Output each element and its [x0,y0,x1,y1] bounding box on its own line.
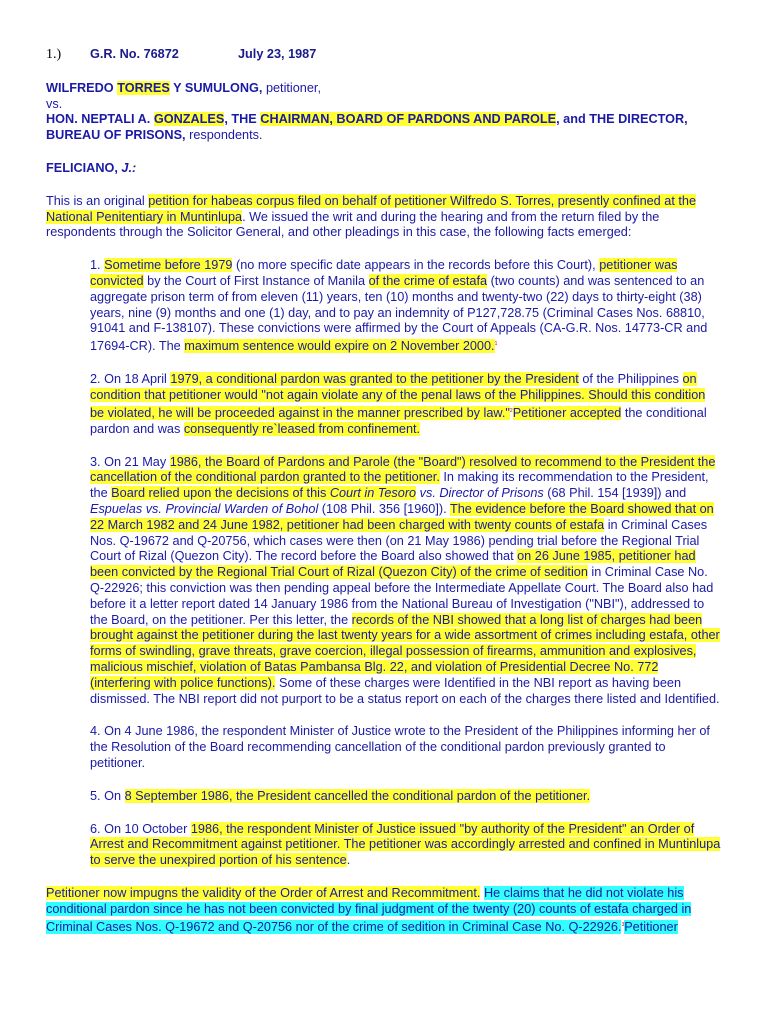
highlighted-text: maximum sentence would expire on 2 November 2000. [184,339,495,354]
text-run: petitioner, [262,80,321,95]
respondents-line [46,112,722,144]
text-run: (two counts) and was sentenced to an aggregate prison term of from eleven (11) years, ten (10) months and twenty-two (22) days to thirty-eight (38) years, nine (9) months and one (1) day, and to pay an indemnity of P127,728.75 (Criminal Cases Nos. 68810, 91041 and F-138107). These convictions were affirmed by the Court of Appeals (CA-G.R. Nos. 14773-CR and 17694-CR). The [90,273,708,354]
text-run: 1. [90,258,105,273]
fact-paragraph-1 [90,258,722,355]
highlighted-text: on 26 June 1985, petitioner had been convicted by the Regional Trial Court of Rizal (Quezon City) of the crime of sedition [90,549,696,580]
text-run: Y SUMULONG, [169,80,263,95]
text-run: J.: [121,160,137,175]
highlighted-text: 1986, the respondent Minister of Justice issued "by authority of the President" an Order of Arrest and Recommitment against petitioner. The petitioner was accordingly arrested and confined in Muntinlupa to serve the unexpired portion of his sentence [90,821,721,868]
highlighted-text: of the crime of estafa [368,273,488,288]
text-run: Espuelas vs. Provincial Warden of Bohol [90,502,319,516]
footnote-ref[interactable]: 1 [494,341,498,348]
highlighted-text: Petitioner [624,919,678,934]
highlighted-text: He claims that he did not violate his conditional pardon since he has not been convicted by final judgment of the twenty (20) counts of estafa charged in Criminal Cases Nos. Q-19672 and Q-20756 nor of the crime of sedition in Criminal Case No. Q-22926. [46,885,692,934]
text-run: respondents. [185,128,263,143]
text-run: This is an original [46,193,149,208]
text-run: FELICIANO, [46,160,122,175]
highlighted-text: Sometime before 1979 [104,258,233,273]
text-run: HON. NEPTALI A. [46,112,154,127]
case-parties [46,81,722,144]
highlighted-text: GONZALES [153,112,225,127]
text-run: 6. On 10 October [90,821,191,836]
case-date: July 23, 1987 [238,47,317,61]
case-number: 1.) [46,47,62,62]
footnote-ref[interactable]: 3 [621,921,625,928]
text-run: . We issued the writ and during the hearing and from the return filed by the respondents through the Solicitor General, and other pleadings in this case, the following facts emerged: [46,209,660,240]
highlighted-text: Petitioner now impugns the validity of the Order of Arrest and Recommitment. [46,885,481,900]
highlighted-text: petitioner was convicted [90,258,678,288]
highlighted-text: petition for habeas corpus filed on behalf of petitioner Wilfredo S. Torres, presently confined at the National Penitentiary in Muntinlupa [46,193,697,224]
intro-paragraph [46,194,722,241]
text-run: by the Court of First Instance of Manila [143,273,369,288]
text-run: in Criminal Cases Nos. Q-19672 and Q-20756, which cases were then (on 21 May 1986) pending trial before the Regional Trial Court of Rizal (Quezon City). The record before the Board also showed that [90,517,708,564]
fact-paragraph-5 [90,789,722,805]
fact-paragraph-4 [90,724,722,771]
text-run: (108 Phil. 356 [1960]). [318,502,450,516]
highlighted-text: Board relied upon the decisions of this [111,486,330,501]
text-run: In making its recommendation to the President, the [90,470,709,501]
text-run: the conditional pardon and was [90,406,707,436]
fact-paragraph-3 [90,455,722,708]
argument-paragraph [46,886,722,936]
footnote-ref[interactable]: 2 [509,407,513,414]
highlighted-text: consequently re`leased from confinement. [183,421,421,436]
versus-line: vs. [46,96,63,111]
text-run: 4. On 4 June 1986, the respondent Minister of Justice wrote to the President of the Philippines informing her of the Resolution of the Board recommending cancellation of the conditional pardon previously granted to petitioner. [90,724,710,770]
highlighted-text: 8 September 1986, the President cancelled the conditional pardon of the petitioner. [124,788,591,803]
highlighted-text: on condition that petitioner would "not again violate any of the penal laws of the Philippines. Should this condition be violated, he will be proceeded against in the manner prescribed by law." [90,372,706,421]
highlighted-text: 1986, the Board of Pardons and Parole (the "Board") resolved to recommend to the President the cancellation of the conditional pardon granted to the petitioner. [90,454,716,485]
text-run: . [346,853,351,868]
ponente [46,161,722,177]
text-run: vs. Director of Prisons [416,486,544,501]
text-run: 3. On 21 May [90,454,170,469]
fact-paragraph-6 [90,822,722,869]
text-run: (68 Phil. 154 [1939]) and [543,486,687,501]
text-run: 2. On 18 April [90,372,171,387]
text-run: Some of these charges were Identified in the NBI report as having been dismissed. The NBI report did not purport to be a status report on each of the charges there listed and Identified. [90,675,720,706]
text-run: 5. On [90,788,125,803]
text-run: , THE [224,112,261,127]
highlighted-text: The evidence before the Board showed that on 22 March 1982 and 24 June 1982, petitioner had been charged with twenty counts of estafa [90,502,714,532]
case-header [46,47,722,63]
text-run: of the Philippines [578,372,683,387]
highlighted-text: records of the NBI showed that a long list of charges had been brought against the petitioner during the last twenty years for a wide assortment of crimes including estafa, other forms of swindling, grave threats, grave coercion, illegal possession of firearms, ammunition and explosives, malicious mischief, violation of Batas Pambansa Blg. 22, and violation of Presidential Decree No. 772 (interfering with police functions). [90,612,720,690]
highlighted-text: 1979, a conditional pardon was granted to the petitioner by the President [170,372,579,387]
highlighted-text: Court in Tesoro [329,486,417,501]
text-run: , and THE DIRECTOR, BUREAU OF PRISONS, [46,112,688,143]
highlighted-text: TORRES [117,80,170,95]
text-run: in Criminal Case No. Q-22926; this conviction was then pending appeal before the Intermediate Appellate Court. The Board also had before it a letter report dated 14 January 1986 from the National Bureau of Investigation ("NBI"), addressed to the Board, on the petitioner. Per this letter, the [90,565,714,627]
highlighted-text: CHAIRMAN, BOARD OF PARDONS AND PAROLE [260,112,557,127]
text-run: (no more specific date appears in the records before this Court), [232,258,600,273]
petitioner-line [46,81,722,97]
highlighted-text: Petitioner accepted [512,406,622,421]
fact-paragraph-2 [90,372,722,437]
text-run: WILFREDO [46,80,118,95]
gr-number: G.R. No. 76872 [90,47,179,61]
